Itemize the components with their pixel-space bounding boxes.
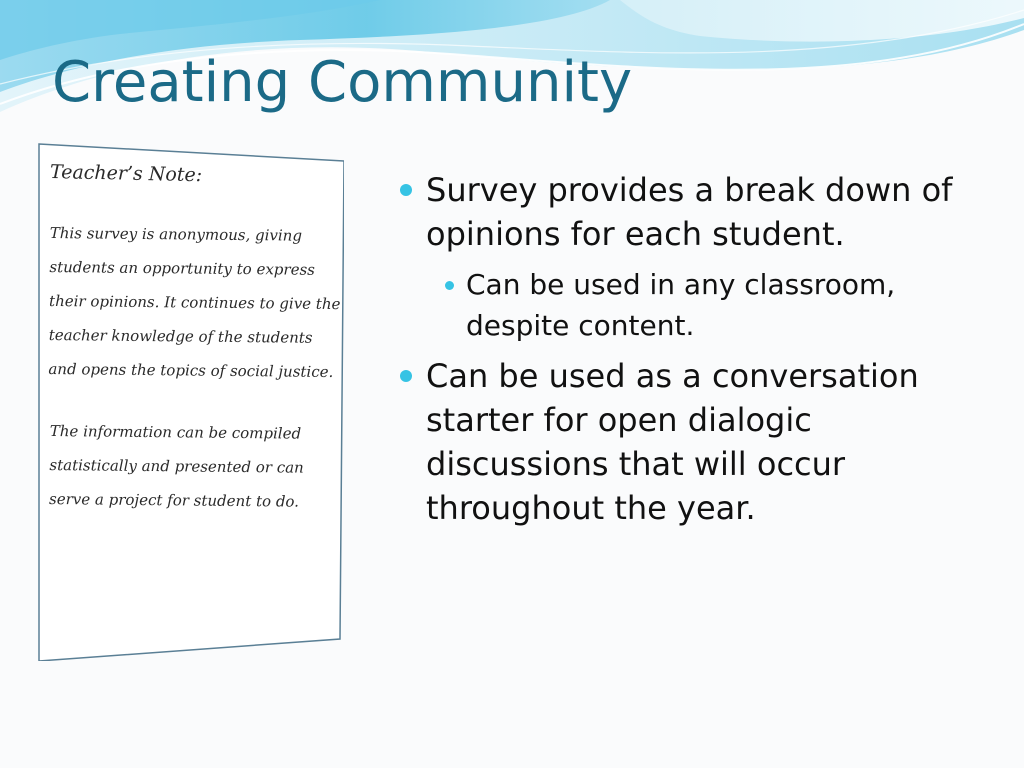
bullet-dot-icon (400, 370, 412, 382)
teachers-note-card (38, 143, 344, 661)
bullet-item (393, 354, 993, 530)
slide-title: Creating Community (52, 50, 633, 115)
bullet-text: Survey provides a break down of opinions for each student. (426, 171, 953, 253)
note-text (50, 157, 346, 544)
note-paragraph-2: The information can be compiled statistically and presented or can serve a project for student to do. (49, 421, 304, 511)
bullet-list (393, 168, 993, 530)
slide-content (393, 168, 993, 536)
note-paragraph-1: This survey is anonymous, giving students an opportunity to express their opinions. It continues to give the teacher knowledge of the students and opens the topics of social justice. (48, 223, 341, 381)
sub-bullet-list (426, 264, 993, 346)
bullet-dot-icon (445, 281, 454, 290)
bullet-dot-icon (400, 184, 412, 196)
sub-bullet-item (426, 264, 993, 346)
bullet-text: Can be used as a conversation starter for open dialogic discussions that will occur throughout the year. (426, 357, 919, 527)
note-heading: Teacher’s Note: (49, 161, 203, 187)
bullet-item (393, 168, 993, 346)
sub-bullet-text: Can be used in any classroom, despite content. (466, 268, 896, 342)
